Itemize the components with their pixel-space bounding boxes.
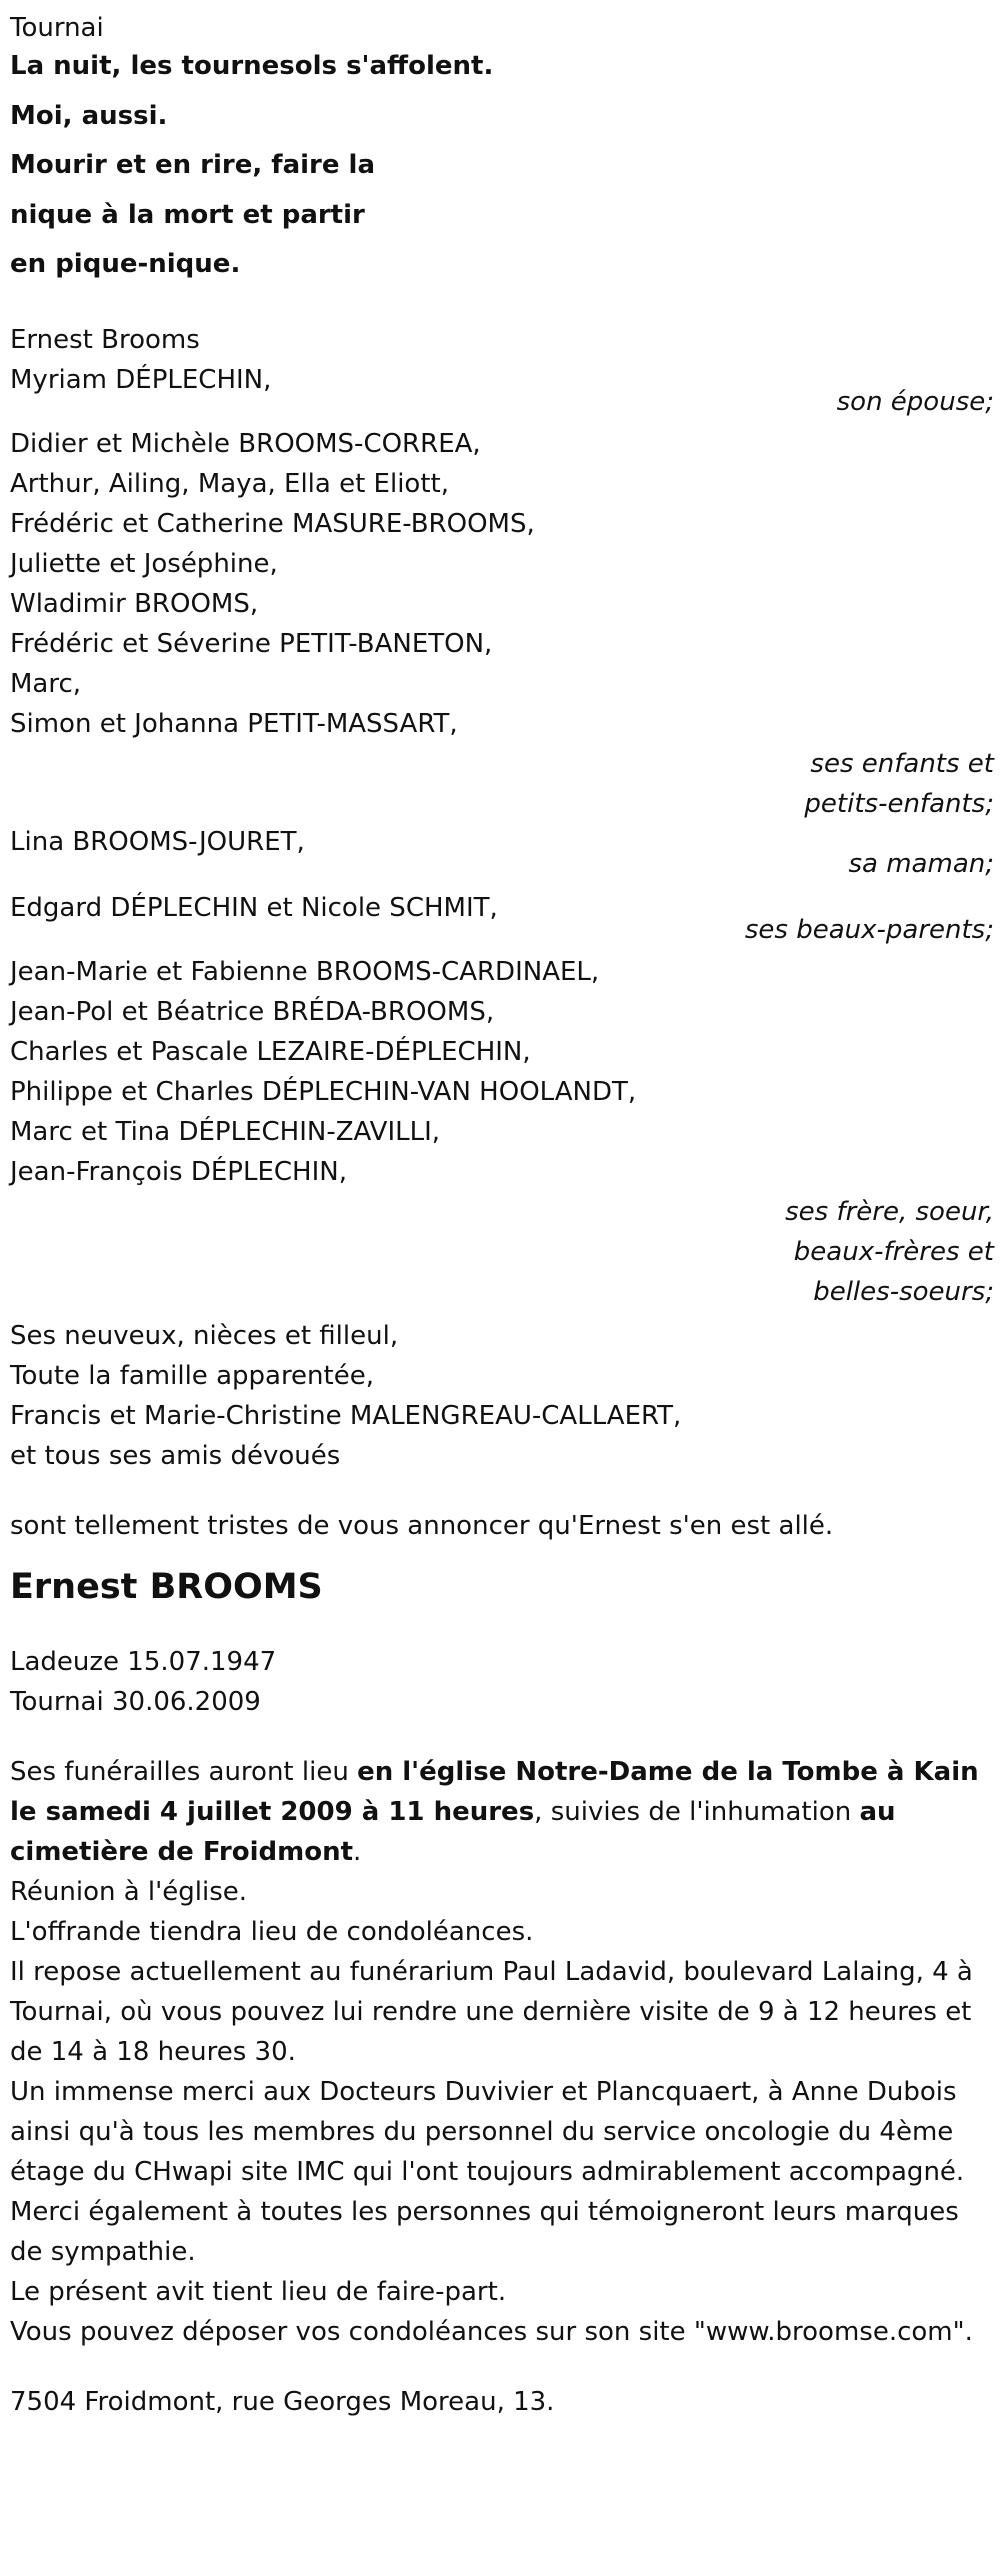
funeral-paragraph — [10, 1752, 996, 1872]
siblings-relation-2: beaux-frères et — [793, 1236, 994, 1267]
siblings-relation-1: ses frère, soeur, — [785, 1196, 994, 1227]
family-member: Jean-François DÉPLECHIN, — [10, 1156, 347, 1187]
siblings-block — [10, 952, 1000, 1192]
birth-info: Ladeuze 15.07.1947 — [10, 1646, 277, 1677]
funeral-details — [10, 1752, 996, 2352]
children-block — [10, 424, 1000, 744]
deceased-name-heading: Ernest BROOMS — [10, 1566, 323, 1607]
death-info: Tournai 30.06.2009 — [10, 1686, 261, 1717]
poem-line: Mourir et en rire, faire la — [10, 150, 376, 180]
detail-line: Il repose actuellement au funérarium Paul Ladavid, boulevard Lalaing, 4 à Tournai, où vous pouvez lui rendre une dernière visite de 9 à 12 heures et de 14 à 18 heures 30. — [10, 1956, 973, 2067]
family-member: Jean-Pol et Béatrice BRÉDA-BROOMS, — [10, 996, 495, 1027]
family-member: Jean-Marie et Fabienne BROOMS-CARDINAEL, — [10, 956, 600, 987]
detail-line: L'offrande tiendra lieu de condoléances. — [10, 1916, 534, 1947]
mother-relation: sa maman; — [848, 848, 994, 879]
inlaws-name: Edgard DÉPLECHIN et Nicole SCHMIT, — [10, 892, 498, 923]
spouse-name: Myriam DÉPLECHIN, — [10, 364, 272, 395]
family-member: Marc, — [10, 668, 82, 699]
poem-line: Moi, aussi. — [10, 100, 168, 131]
detail-line: Vous pouvez déposer vos condoléances sur son site "www.broomse.com". — [10, 2316, 973, 2347]
family-member: Charles et Pascale LEZAIRE-DÉPLECHIN, — [10, 1036, 531, 1067]
inlaws-relation: ses beaux-parents; — [744, 914, 994, 945]
family-member: Philippe et Charles DÉPLECHIN-VAN HOOLANDT, — [10, 1076, 637, 1107]
siblings-relation-3: belles-soeurs; — [813, 1276, 994, 1307]
funeral-text: . — [353, 1836, 362, 1867]
family-member: Ses neuveux, nièces et filleul, — [10, 1320, 399, 1351]
children-relation-1: ses enfants et — [810, 748, 994, 779]
family-member: Francis et Marie-Christine MALENGREAU-CALLAERT, — [10, 1400, 682, 1431]
family-member: Juliette et Joséphine, — [10, 548, 278, 579]
place-header: Tournai — [10, 13, 104, 43]
mother-name: Lina BROOMS-JOURET, — [10, 826, 305, 857]
spouse-relation: son épouse; — [836, 386, 994, 417]
family-member: Didier et Michèle BROOMS-CORREA, — [10, 428, 481, 459]
family-member: Marc et Tina DÉPLECHIN-ZAVILLI, — [10, 1116, 441, 1147]
family-member: Frédéric et Catherine MASURE-BROOMS, — [10, 508, 535, 539]
announcement-text: sont tellement tristes de vous annoncer qu'Ernest s'en est allé. — [10, 1510, 834, 1541]
funeral-text: Ses funérailles auront lieu — [10, 1756, 358, 1787]
funeral-location-time: en l'église Notre-Dame de la Tombe à Kain le samedi 4 juillet 2009 à 11 heures — [10, 1756, 979, 1827]
poem-line: La nuit, les tournesols s'affolent. — [10, 51, 494, 81]
poem-line: nique à la mort et partir — [10, 199, 365, 230]
detail-line: Le présent avit tient lieu de faire-part. — [10, 2276, 507, 2307]
poem — [10, 42, 1000, 290]
poem-line: en pique-nique. — [10, 249, 241, 279]
detail-line: Merci également à toutes les personnes qui témoigneront leurs marques de sympathie. — [10, 2196, 959, 2267]
family-member: Wladimir BROOMS, — [10, 588, 259, 619]
family-member: Toute la famille apparentée, — [10, 1360, 374, 1391]
detail-line: Réunion à l'église. — [10, 1876, 248, 1907]
family-member: Simon et Johanna PETIT-MASSART, — [10, 708, 458, 739]
address: 7504 Froidmont, rue Georges Moreau, 13. — [10, 2386, 555, 2417]
family-member: Frédéric et Séverine PETIT-BANETON, — [10, 628, 493, 659]
deceased-first-mention: Ernest Brooms — [10, 324, 200, 355]
family-member: et tous ses amis dévoués — [10, 1440, 341, 1471]
others-block — [10, 1316, 1000, 1476]
detail-line: Un immense merci aux Docteurs Duvivier et Plancquaert, à Anne Dubois ainsi qu'à tous les membres du personnel du service oncologie du 4ème étage du CHwapi site IMC qui l'ont toujours admirablement accompagné. — [10, 2076, 965, 2187]
children-relation-2: petits-enfants; — [804, 788, 994, 819]
burial-location: au cimetière de Froidmont — [10, 1796, 896, 1867]
funeral-text: , suivies de l'inhumation — [534, 1796, 860, 1827]
family-member: Arthur, Ailing, Maya, Ella et Eliott, — [10, 468, 449, 499]
